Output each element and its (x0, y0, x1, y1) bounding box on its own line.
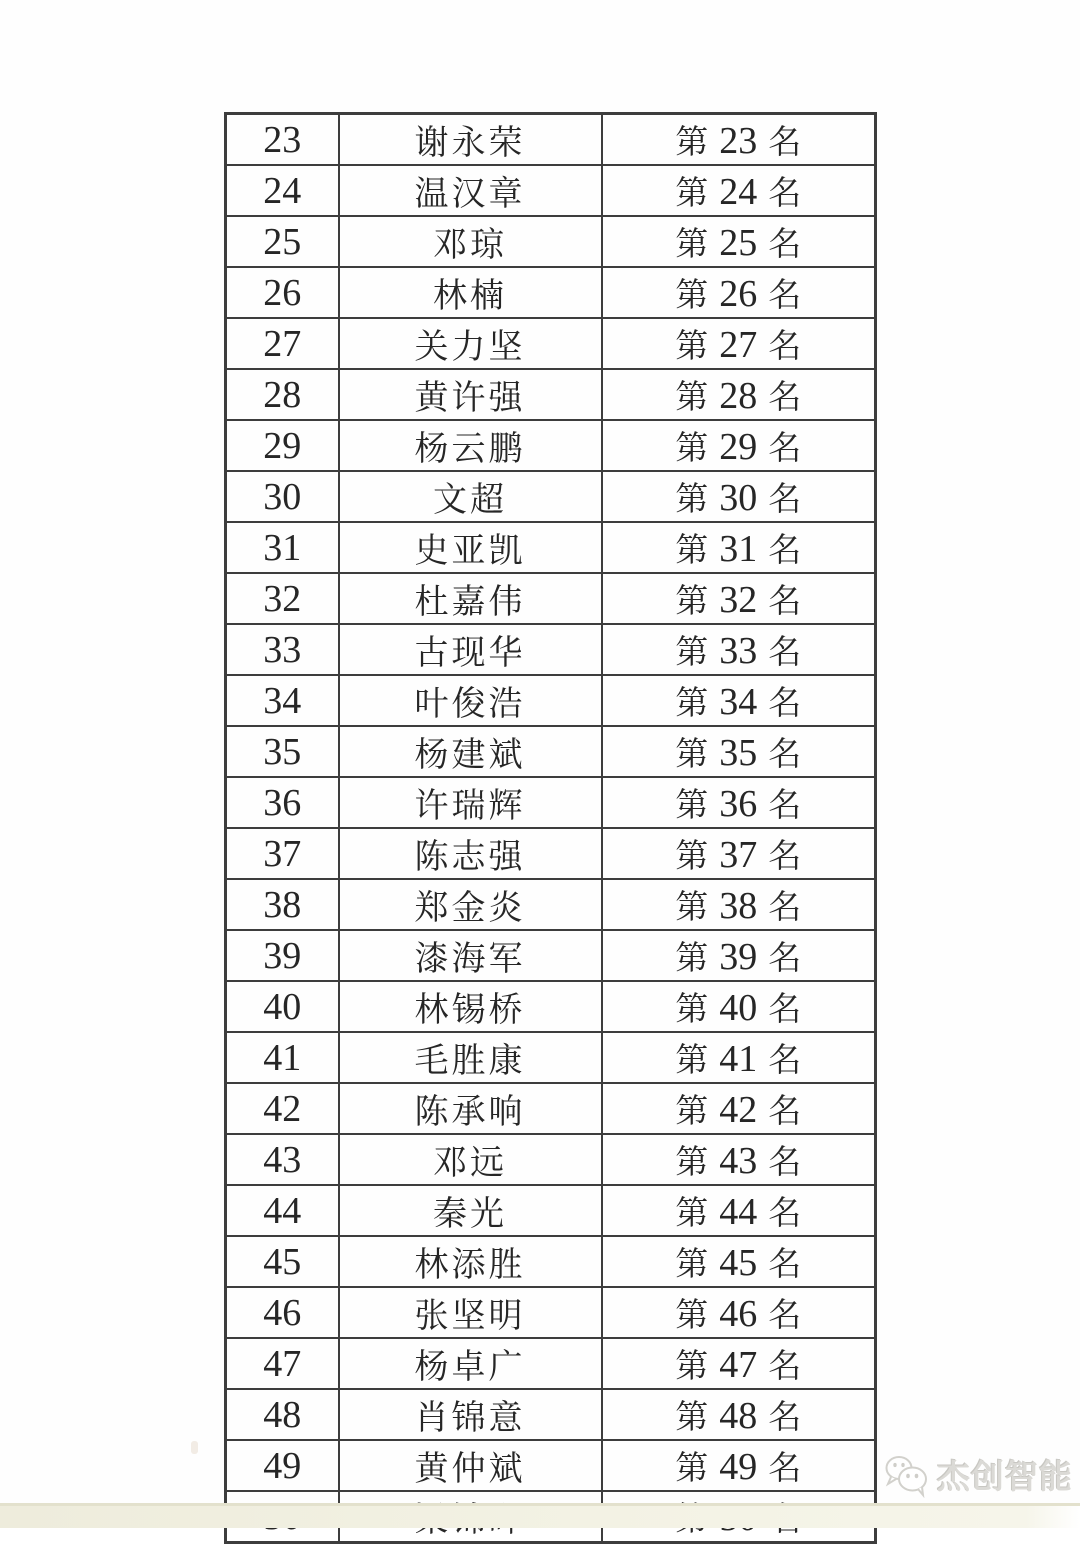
rank-prefix: 第 (675, 125, 709, 161)
rank-suffix: 名 (768, 227, 802, 263)
rank-suffix: 名 (768, 431, 802, 467)
rank-number: 45 (719, 1242, 758, 1284)
row-index-cell: 47 (226, 1338, 339, 1389)
table-row (226, 879, 876, 930)
rank-cell (602, 726, 876, 777)
rank-number: 29 (719, 426, 758, 468)
rank-suffix: 名 (768, 1298, 802, 1334)
table-row (226, 165, 876, 216)
name-cell: 黄许强 (339, 369, 602, 420)
rank-suffix: 名 (768, 482, 802, 518)
rank-number: 27 (719, 324, 758, 366)
rank-suffix: 名 (768, 380, 802, 416)
rank-cell (602, 1440, 876, 1491)
rank-number: 36 (719, 783, 758, 825)
row-index-cell: 23 (226, 114, 339, 166)
rank-suffix: 名 (768, 992, 802, 1028)
table-row (226, 471, 876, 522)
rank-cell (602, 1389, 876, 1440)
rank-number: 41 (719, 1038, 758, 1080)
rank-suffix: 名 (768, 533, 802, 569)
rank-cell (602, 675, 876, 726)
row-index-cell: 39 (226, 930, 339, 981)
row-index-cell: 43 (226, 1134, 339, 1185)
rank-number: 35 (719, 732, 758, 774)
rank-number: 26 (719, 273, 758, 315)
rank-suffix: 名 (768, 278, 802, 314)
rank-cell (602, 930, 876, 981)
table-row (226, 369, 876, 420)
rank-prefix: 第 (675, 1298, 709, 1334)
table-row (226, 1287, 876, 1338)
row-index-cell: 44 (226, 1185, 339, 1236)
rank-number: 42 (719, 1089, 758, 1131)
table-row (226, 114, 876, 166)
rank-number: 30 (719, 477, 758, 519)
name-cell: 邓远 (339, 1134, 602, 1185)
rank-suffix: 名 (768, 1247, 802, 1283)
rank-prefix: 第 (675, 737, 709, 773)
rank-prefix: 第 (675, 1094, 709, 1130)
rank-number: 28 (719, 375, 758, 417)
rank-cell (602, 318, 876, 369)
rank-suffix: 名 (768, 125, 802, 161)
rank-suffix: 名 (768, 1196, 802, 1232)
rank-cell (602, 267, 876, 318)
rank-suffix: 名 (768, 1094, 802, 1130)
rank-suffix: 名 (768, 1400, 802, 1436)
rank-prefix: 第 (675, 686, 709, 722)
results-table-body (226, 114, 876, 1543)
rank-suffix: 名 (768, 737, 802, 773)
rank-prefix: 第 (675, 1349, 709, 1385)
rank-number: 47 (719, 1344, 758, 1386)
rank-number: 24 (719, 171, 758, 213)
rank-suffix: 名 (768, 686, 802, 722)
rank-number: 25 (719, 222, 758, 264)
rank-suffix: 名 (768, 329, 802, 365)
table-row (226, 981, 876, 1032)
wechat-chat-bubbles-icon (884, 1454, 930, 1498)
rank-cell (602, 216, 876, 267)
rank-cell (602, 1032, 876, 1083)
row-index-cell: 36 (226, 777, 339, 828)
rank-prefix: 第 (675, 329, 709, 365)
rank-suffix: 名 (768, 788, 802, 824)
name-cell: 史亚凯 (339, 522, 602, 573)
rank-prefix: 第 (675, 176, 709, 212)
rank-prefix: 第 (675, 1043, 709, 1079)
row-index-cell: 29 (226, 420, 339, 471)
row-index-cell: 24 (226, 165, 339, 216)
rank-suffix: 名 (768, 176, 802, 212)
table-row (226, 318, 876, 369)
row-index-cell: 27 (226, 318, 339, 369)
rank-cell (602, 114, 876, 166)
table-row (226, 1389, 876, 1440)
table-row (226, 675, 876, 726)
rank-number: 44 (719, 1191, 758, 1233)
row-index-cell: 26 (226, 267, 339, 318)
brand-watermark (884, 1454, 1073, 1498)
rank-prefix: 第 (675, 1400, 709, 1436)
name-cell: 黄仲斌 (339, 1440, 602, 1491)
row-index-cell: 49 (226, 1440, 339, 1491)
name-cell: 文超 (339, 471, 602, 522)
name-cell: 陈志强 (339, 828, 602, 879)
page-bottom-scan-band (0, 1503, 1080, 1528)
table-row (226, 1083, 876, 1134)
name-cell: 叶俊浩 (339, 675, 602, 726)
row-index-cell: 40 (226, 981, 339, 1032)
rank-suffix: 名 (768, 1349, 802, 1385)
rank-prefix: 第 (675, 941, 709, 977)
rank-cell (602, 777, 876, 828)
rank-cell (602, 879, 876, 930)
rank-prefix: 第 (675, 278, 709, 314)
rank-cell (602, 624, 876, 675)
rank-prefix: 第 (675, 482, 709, 518)
rank-prefix: 第 (675, 992, 709, 1028)
rank-suffix: 名 (768, 635, 802, 671)
rank-prefix: 第 (675, 635, 709, 671)
rank-number: 40 (719, 987, 758, 1029)
rank-cell (602, 369, 876, 420)
row-index-cell: 45 (226, 1236, 339, 1287)
rank-cell (602, 1134, 876, 1185)
rank-suffix: 名 (768, 584, 802, 620)
table-row (226, 1185, 876, 1236)
rank-cell (602, 573, 876, 624)
rank-prefix: 第 (675, 431, 709, 467)
rank-prefix: 第 (675, 839, 709, 875)
table-row (226, 1338, 876, 1389)
row-index-cell: 35 (226, 726, 339, 777)
name-cell: 秦光 (339, 1185, 602, 1236)
table-row (226, 1440, 876, 1491)
scan-artifact (191, 1441, 198, 1454)
table-row (226, 420, 876, 471)
table-row (226, 573, 876, 624)
name-cell: 林锡桥 (339, 981, 602, 1032)
rank-number: 46 (719, 1293, 758, 1335)
row-index-cell: 33 (226, 624, 339, 675)
rank-number: 34 (719, 681, 758, 723)
rank-cell (602, 981, 876, 1032)
name-cell: 杨云鹏 (339, 420, 602, 471)
rank-number: 32 (719, 579, 758, 621)
table-row (226, 828, 876, 879)
name-cell: 陈承响 (339, 1083, 602, 1134)
ranking-table (224, 112, 877, 1544)
name-cell: 杨建斌 (339, 726, 602, 777)
rank-prefix: 第 (675, 1196, 709, 1232)
rank-cell (602, 165, 876, 216)
rank-prefix: 第 (675, 1145, 709, 1181)
rank-cell (602, 1287, 876, 1338)
rank-suffix: 名 (768, 1043, 802, 1079)
name-cell: 邓琼 (339, 216, 602, 267)
rank-number: 49 (719, 1446, 758, 1488)
rank-suffix: 名 (768, 1451, 802, 1487)
rank-number: 48 (719, 1395, 758, 1437)
name-cell: 关力坚 (339, 318, 602, 369)
rank-suffix: 名 (768, 839, 802, 875)
name-cell: 郑金炎 (339, 879, 602, 930)
rank-prefix: 第 (675, 380, 709, 416)
table-row (226, 1134, 876, 1185)
row-index-cell: 34 (226, 675, 339, 726)
name-cell: 杨卓广 (339, 1338, 602, 1389)
row-index-cell: 37 (226, 828, 339, 879)
rank-cell (602, 1185, 876, 1236)
brand-name: 杰创智能 (937, 1457, 1073, 1495)
rank-prefix: 第 (675, 533, 709, 569)
name-cell: 古现华 (339, 624, 602, 675)
table-row (226, 267, 876, 318)
table-row (226, 522, 876, 573)
rank-cell (602, 420, 876, 471)
rank-number: 39 (719, 936, 758, 978)
rank-suffix: 名 (768, 890, 802, 926)
rank-number: 37 (719, 834, 758, 876)
name-cell: 许瑞辉 (339, 777, 602, 828)
rank-cell (602, 1338, 876, 1389)
table-row (226, 1032, 876, 1083)
row-index-cell: 46 (226, 1287, 339, 1338)
rank-cell (602, 1083, 876, 1134)
row-index-cell: 28 (226, 369, 339, 420)
rank-number: 38 (719, 885, 758, 927)
row-index-cell: 25 (226, 216, 339, 267)
rank-prefix: 第 (675, 1247, 709, 1283)
name-cell: 谢永荣 (339, 114, 602, 166)
table-row (226, 726, 876, 777)
rank-cell (602, 828, 876, 879)
rank-number: 43 (719, 1140, 758, 1182)
rank-number: 31 (719, 528, 758, 570)
row-index-cell: 30 (226, 471, 339, 522)
rank-cell (602, 1236, 876, 1287)
rank-prefix: 第 (675, 890, 709, 926)
name-cell: 杜嘉伟 (339, 573, 602, 624)
row-index-cell: 32 (226, 573, 339, 624)
rank-prefix: 第 (675, 788, 709, 824)
name-cell: 张坚明 (339, 1287, 602, 1338)
row-index-cell: 42 (226, 1083, 339, 1134)
name-cell: 林添胜 (339, 1236, 602, 1287)
rank-prefix: 第 (675, 227, 709, 263)
name-cell: 毛胜康 (339, 1032, 602, 1083)
name-cell: 温汉章 (339, 165, 602, 216)
table-row (226, 930, 876, 981)
rank-prefix: 第 (675, 1451, 709, 1487)
rank-number: 33 (719, 630, 758, 672)
rank-cell (602, 471, 876, 522)
table-row (226, 777, 876, 828)
rank-number: 23 (719, 120, 758, 162)
name-cell: 漆海军 (339, 930, 602, 981)
rank-suffix: 名 (768, 941, 802, 977)
row-index-cell: 48 (226, 1389, 339, 1440)
name-cell: 肖锦意 (339, 1389, 602, 1440)
rank-cell (602, 522, 876, 573)
rank-prefix: 第 (675, 584, 709, 620)
row-index-cell: 41 (226, 1032, 339, 1083)
rank-suffix: 名 (768, 1145, 802, 1181)
row-index-cell: 31 (226, 522, 339, 573)
name-cell: 林楠 (339, 267, 602, 318)
row-index-cell: 38 (226, 879, 339, 930)
table-row (226, 624, 876, 675)
table-row (226, 216, 876, 267)
table-row (226, 1236, 876, 1287)
